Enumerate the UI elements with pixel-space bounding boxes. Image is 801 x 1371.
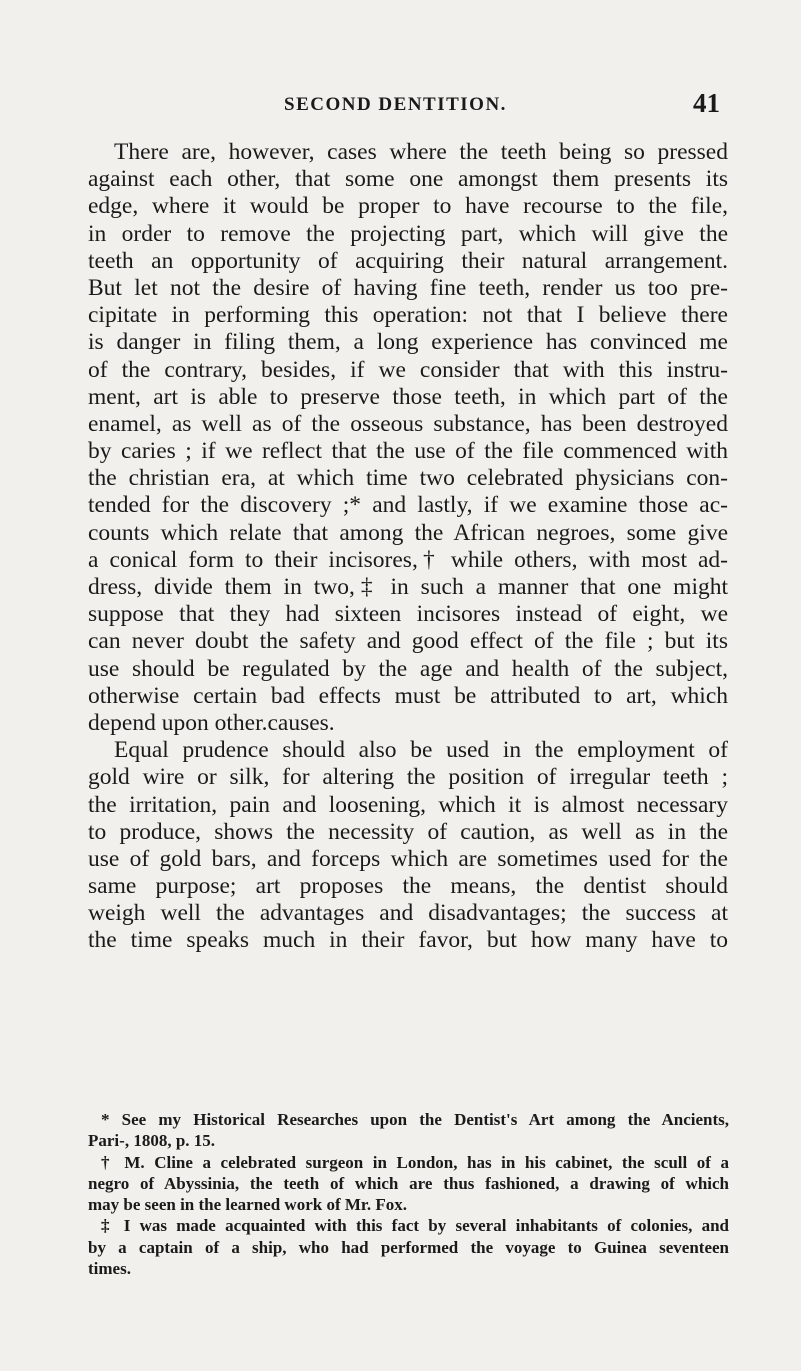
footnote-line: times. bbox=[88, 1259, 131, 1279]
footnote-line: † M. Cline a celebrated surgeon in London, has in his cabinet, the scull of a bbox=[101, 1152, 729, 1172]
body-line: of the contrary, besides, if we consider that with this instru- bbox=[88, 356, 728, 383]
body-line: ment, art is able to preserve those teeth, in which part of the bbox=[88, 383, 728, 410]
body-line: weigh well the advantages and disadvantages; the success at bbox=[88, 900, 728, 927]
footnote-line: ‡ I was made acquainted with this fact by several inhabitants of colonies, and bbox=[101, 1216, 729, 1236]
running-head: SECOND DENTITION. bbox=[284, 94, 507, 115]
footnote-line: by a captain of a ship, who had performed the voyage to Guinea seventeen bbox=[88, 1237, 729, 1257]
body-line: edge, where it would be proper to have recourse to the file, bbox=[88, 193, 728, 220]
body-line: gold wire or silk, for altering the position of irregular teeth ; bbox=[88, 764, 728, 791]
footnote-line: Pari-, 1808, p. 15. bbox=[88, 1131, 216, 1151]
body-line: a conical form to their incisores,† while others, with most ad- bbox=[88, 546, 728, 573]
body-line: depend upon other.causes. bbox=[88, 709, 335, 736]
body-line: dress, divide them in two,‡ in such a manner that one might bbox=[88, 574, 728, 600]
body-line: can never doubt the safety and good effect of the file ; but its bbox=[88, 628, 728, 655]
body-line: is danger in filing them, a long experience has convinced me bbox=[88, 329, 728, 356]
body-text bbox=[88, 139, 728, 955]
body-line: counts which relate that among the African negroes, some give bbox=[88, 519, 728, 546]
body-line: the christian era, at which time two celebrated physicians con- bbox=[88, 465, 728, 492]
footnote-line: may be seen in the learned work of Mr. Fox. bbox=[88, 1195, 408, 1215]
body-line: suppose that they had sixteen incisores instead of eight, we bbox=[88, 601, 728, 628]
body-line: But let not the desire of having fine teeth, render us too pre- bbox=[88, 274, 728, 301]
body-line: teeth an opportunity of acquiring their natural arrangement. bbox=[88, 247, 728, 274]
page-header bbox=[0, 88, 801, 122]
footnote-line: negro of Abyssinia, the teeth of which are thus fashioned, a drawing of which bbox=[88, 1173, 729, 1193]
body-line: enamel, as well as of the osseous substance, has been destroyed bbox=[88, 410, 728, 437]
body-line: to produce, shows the necessity of caution, as well as in the bbox=[88, 818, 728, 845]
body-line: otherwise certain bad effects must be attributed to art, which bbox=[88, 682, 728, 709]
body-line: use should be regulated by the age and health of the subject, bbox=[88, 655, 728, 682]
body-line: same purpose; art proposes the means, the dentist should bbox=[88, 873, 728, 900]
page-number: 41 bbox=[693, 88, 720, 118]
body-line: by caries ; if we reflect that the use of the file commenced with bbox=[88, 438, 728, 465]
body-line: tended for the discovery ;* and lastly, if we examine those ac- bbox=[88, 492, 728, 519]
body-line: the irritation, pain and loosening, which it is almost necessary bbox=[88, 791, 728, 818]
footnote-line: * See my Historical Researches upon the Dentist's Art among the Ancients, bbox=[101, 1110, 729, 1129]
body-line: against each other, that some one amongst them presents its bbox=[88, 166, 728, 193]
body-line: cipitate in performing this operation: not that I believe there bbox=[88, 302, 728, 329]
body-line: use of gold bars, and forceps which are sometimes used for the bbox=[88, 845, 728, 872]
body-line: Equal prudence should also be used in the employment of bbox=[114, 737, 728, 764]
body-line: in order to remove the projecting part, which will give the bbox=[88, 220, 728, 247]
body-line: There are, however, cases where the teeth being so pressed bbox=[114, 139, 728, 165]
body-line: the time speaks much in their favor, but how many have to bbox=[88, 927, 728, 954]
footnotes bbox=[88, 1109, 729, 1279]
